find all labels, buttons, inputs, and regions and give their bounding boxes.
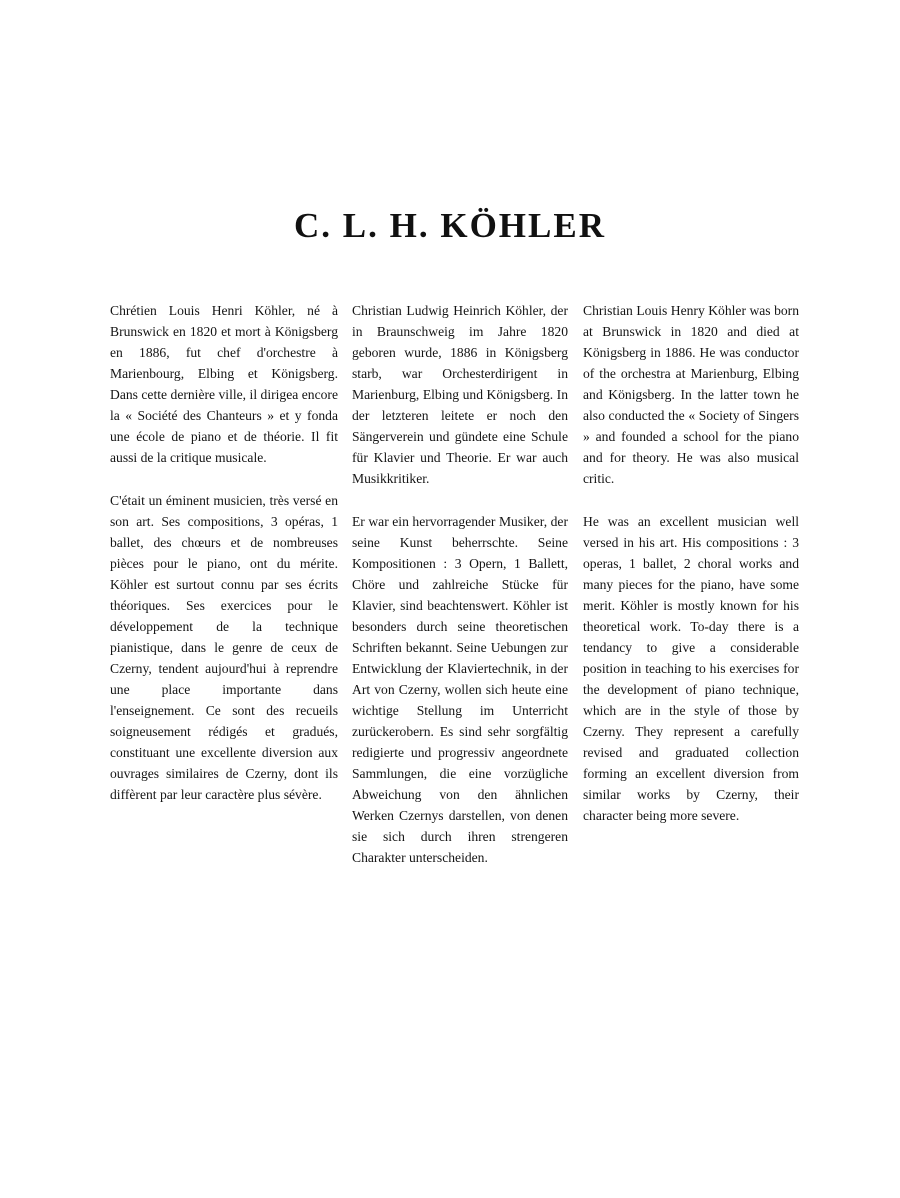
french-column	[110, 300, 338, 827]
german-paragraph-2: Er war ein hervorragender Musiker, der seine Kunst beherrschte. Seine Kompositionen : 3 Opern, 1 Ballett, Chöre und zahlreiche Stücke für Klavier, sind beachtenswert. Köhler ist besonders durch seine theoretischen Schriften bekannt. Seine Uebungen zur Entwicklung der Klaviertechnik, in der Art von Czerny, wollen sich heute eine wichtige Stellung im Unterricht zurückerobern. Es sind sehr sorgfältig redigierte und progressiv angeordnete Sammlungen, die eine vorzügliche Abweichung von den ähnlichen Werken Czernys darstellen, von denen sie sich durch ihren strengeren Charakter unterscheiden.	[352, 514, 568, 865]
french-paragraph-2: C'était un éminent musicien, très versé en son art. Ses compositions, 3 opéras, 1 ballet, des chœurs et de nombreuses pièces pour le piano, ont du mérite. Köhler est surtout connu par ses écrits théoriques. Ses exercices pour le développement de la technique pianistique, dans le genre de ceux de Czerny, tendent aujourd'hui à reprendre une place importante dans l'enseignement. Ce sont des recueils soigneusement rédigés et gradués, constituant une excellente diversion aux ouvrages similaires de Czerny, dont ils diffèrent par leur caractère plus sévère.	[110, 493, 338, 802]
english-paragraph-1: Christian Louis Henry Köhler was born at Brunswick in 1820 and died at Königsberg in 1886. He was conductor of the orchestra at Marienburg, Elbing and Königsberg. In the latter town he also conducted the « Society of Singers » and founded a school for the piano and for theory. He was also musical critic.	[583, 303, 799, 486]
french-paragraph-1: Chrétien Louis Henri Köhler, né à Brunswick en 1820 et mort à Königsberg en 1886, fut chef d'orchestre à Marienbourg, Elbing et Königsberg. Dans cette dernière ville, il dirigea encore la « Société des Chanteurs » et y fonda une école de piano et de théorie. Il fit aussi de la critique musicale.	[110, 303, 338, 465]
english-paragraph-2: He was an excellent musician well versed in his art. His compositions : 3 operas, 1 ballet, 2 choral works and many pieces for the piano, have some merit. Köhler is mostly known for his theoretical work. To-day there is a tendancy to give a considerable position in teaching to his exercises for the development of piano technique, which are in the style of those by Czerny. They represent a carefully revised and graduated collection forming an excellent diversion from similar works by Czerny, their character being more severe.	[583, 514, 799, 823]
german-column	[352, 300, 568, 890]
english-column	[583, 300, 799, 848]
german-paragraph-1: Christian Ludwig Heinrich Köhler, der in Braunschweig im Jahre 1820 geboren wurde, 1886 in Königsberg starb, war Orchesterdirigent in Marienburg, Elbing und Königsberg. In der letzteren leitete er noch den Sängerverein und gündete eine Schule für Klavier und Theorie. Er war auch Musikkritiker.	[352, 303, 568, 486]
page-title: C. L. H. KÖHLER	[294, 206, 606, 245]
